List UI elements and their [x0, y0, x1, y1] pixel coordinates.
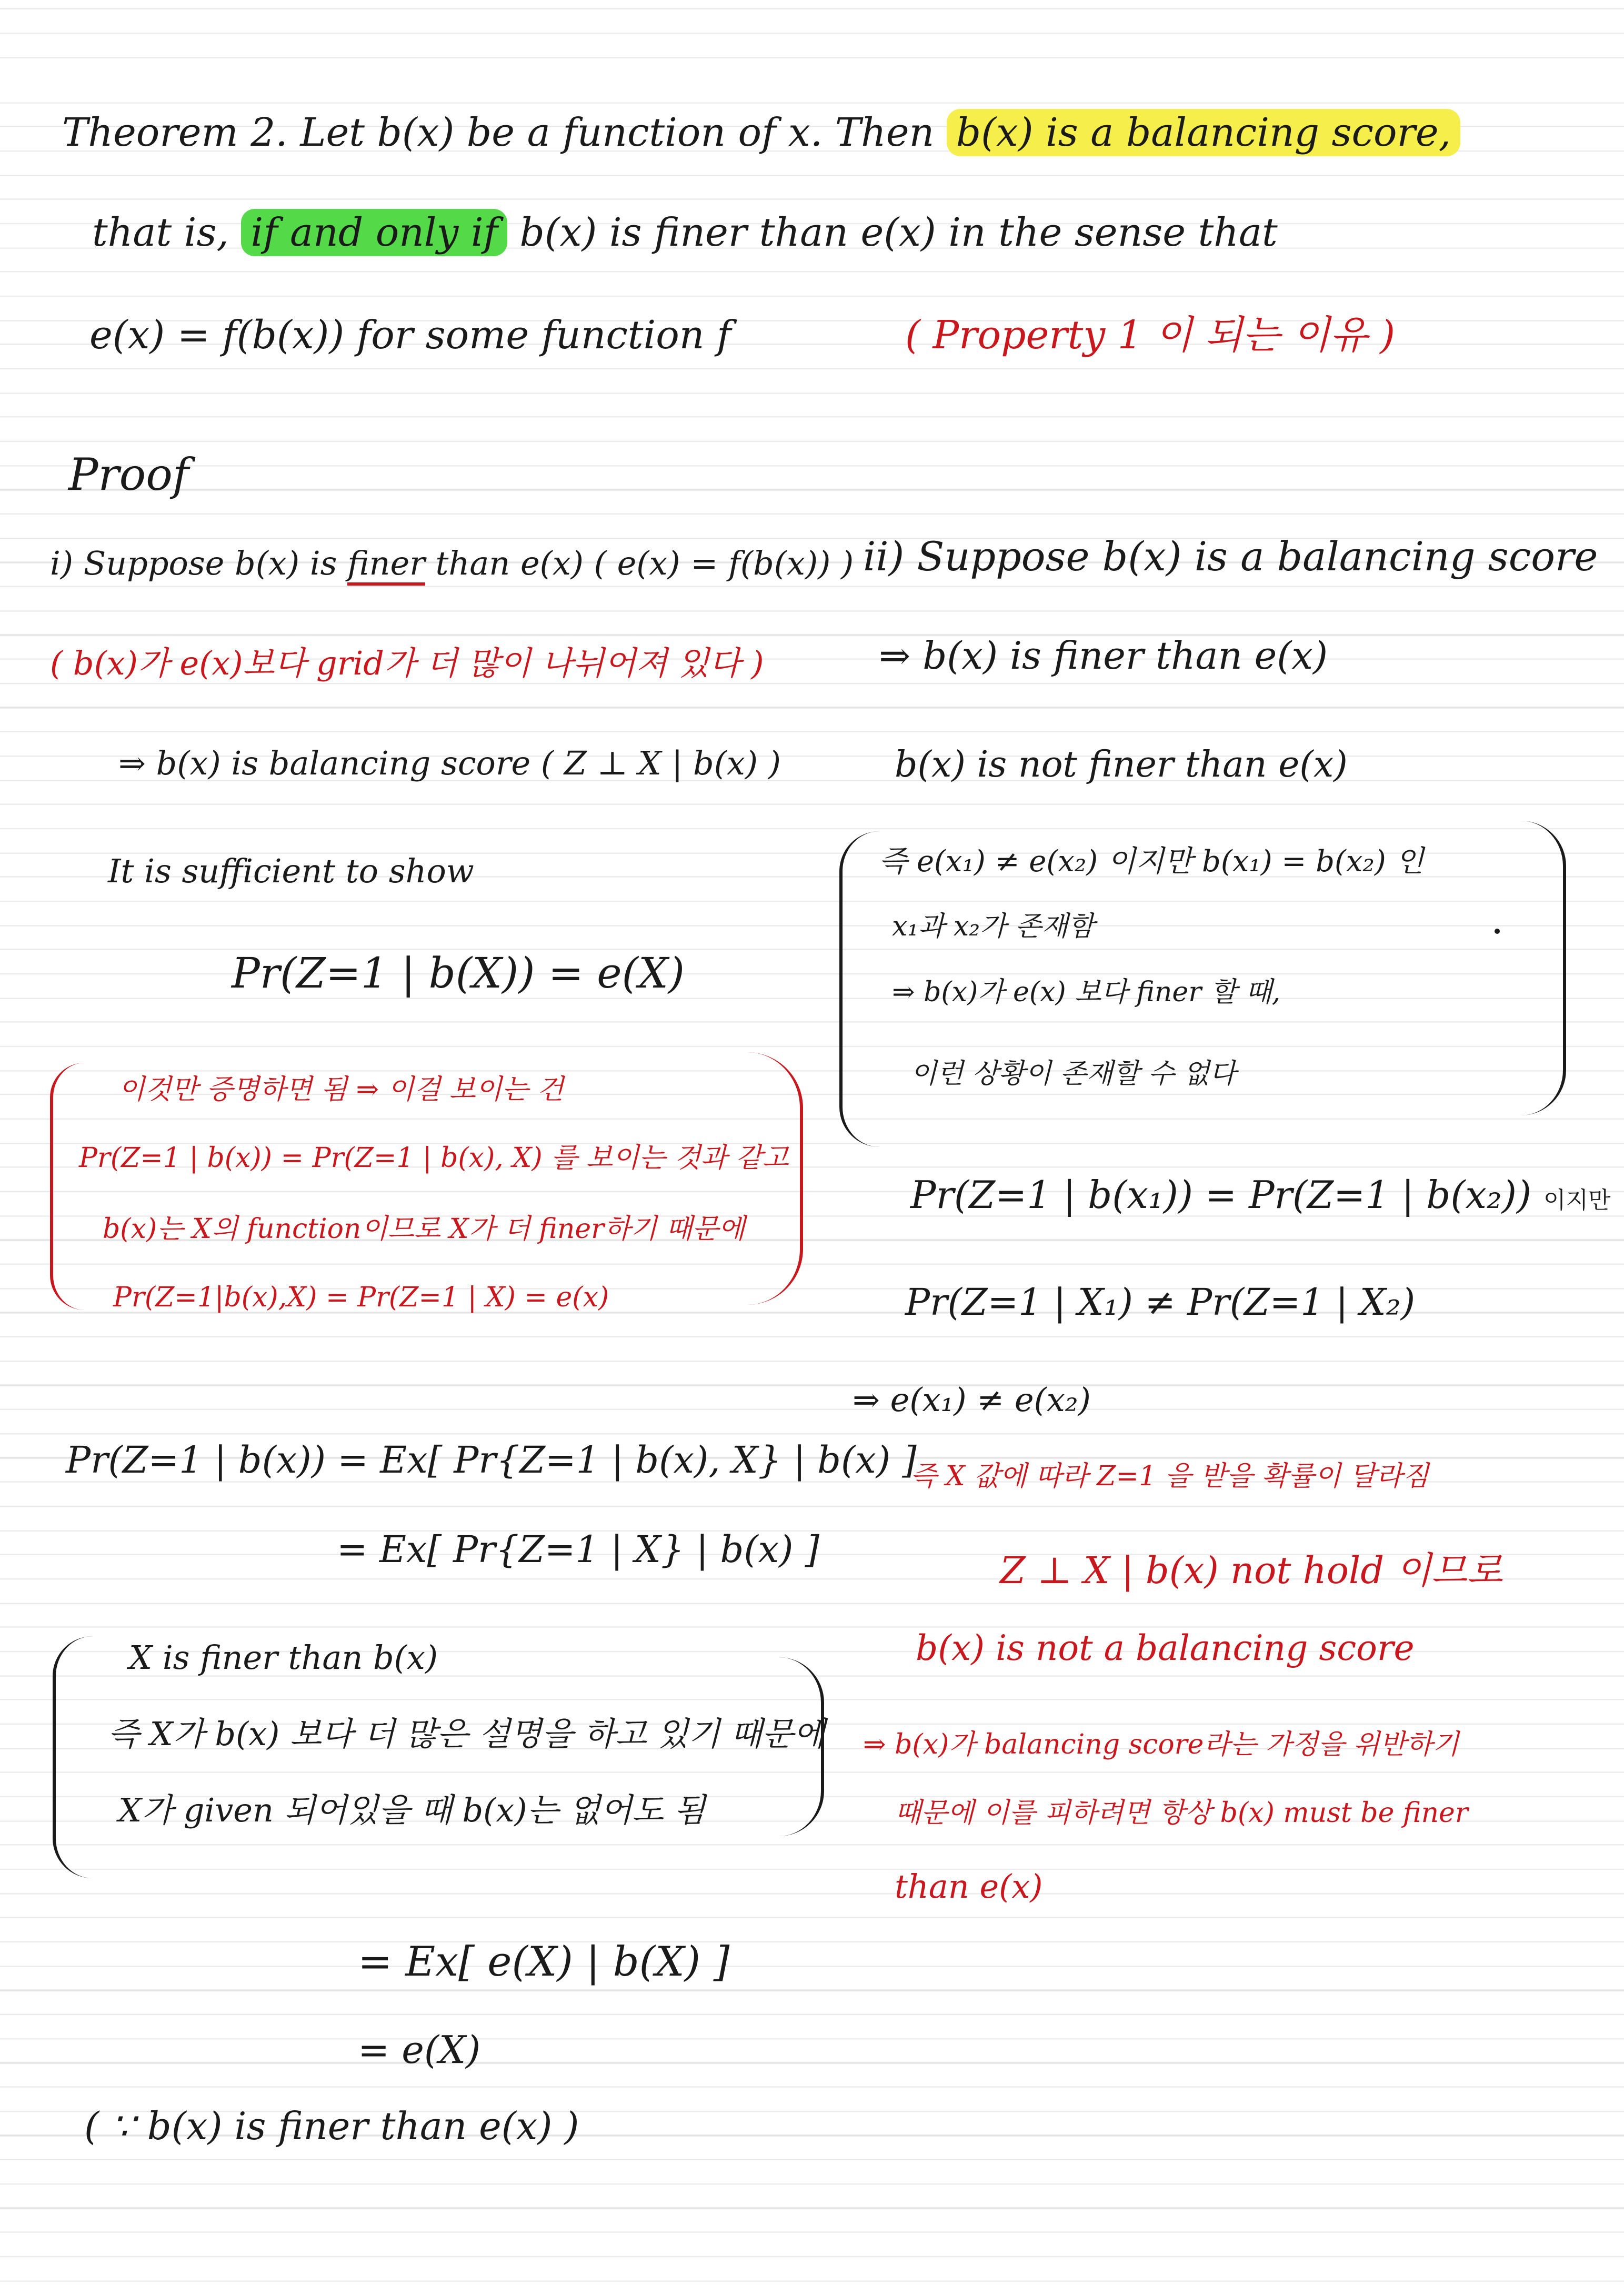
theorem-line-3 — [89, 313, 731, 358]
red-bracket-left — [50, 1063, 85, 1310]
equation-expectation-2: = Ex[ Pr{Z=1 | X} | b(x) ] — [337, 1528, 819, 1571]
theorem-text: e(x) = f(b(x)) for some function f — [89, 313, 731, 358]
right-equation-1 — [910, 1173, 1611, 1217]
right-bracket-3: ⇒ b(x)가 e(x) 보다 finer 할 때, — [892, 976, 1281, 1008]
left-line-3: ⇒ b(x) is balancing score ( Z ⊥ X | b(x) ) — [118, 744, 781, 782]
right-equation-suffix: 이지만 — [1543, 1187, 1611, 1214]
right-bracket-4: 이런 상황이 존재할 수 없다 — [910, 1058, 1236, 1090]
right-bracket-2: x₁과 x₂가 존재함 — [892, 911, 1095, 942]
stray-dot — [1495, 929, 1500, 934]
right-red-5: 때문에 이를 피하려면 항상 b(x) must be finer — [895, 1797, 1468, 1829]
left-equation-goal: Pr(Z=1 | b(X)) = e(X) — [232, 949, 685, 998]
highlight-green: if and only if — [241, 209, 507, 256]
right-bracket-1: 즉 e(x₁) ≠ e(x₂) 이지만 b(x₁) = b(x₂) 인 — [879, 844, 1424, 879]
equation-expectation-1: Pr(Z=1 | b(x)) = Ex[ Pr{Z=1 | b(x), X} | b(x) ] — [66, 1438, 917, 1482]
black-paren-right-right-col — [1521, 821, 1566, 1115]
theorem-text: b(x) is finer than e(x) in the sense that — [507, 210, 1278, 255]
left-text: i) Suppose b(x) is — [50, 544, 348, 582]
right-line-3: b(x) is not finer than e(x) — [895, 744, 1348, 786]
red-note-1: 이것만 증명하면 됨 ⇒ 이걸 보이는 건 — [118, 1074, 564, 1105]
right-red-3: b(x) is not a balancing score — [916, 1628, 1415, 1668]
equation-because: ( ∵ b(x) is finer than e(x) ) — [84, 2104, 579, 2148]
paren-line-2: 즉 X가 b(x) 보다 더 많은 설명을 하고 있기 때문에 — [108, 1715, 825, 1753]
red-note-3: b(x)는 X의 function이므로 X가 더 finer하기 때문에 — [103, 1213, 745, 1245]
theorem-text: that is, — [92, 210, 242, 255]
right-equation-text: Pr(Z=1 | b(x₁)) = Pr(Z=1 | b(x₂)) — [910, 1173, 1532, 1217]
red-note-2: Pr(Z=1 | b(x)) = Pr(Z=1 | b(x), X) 를 보이는 것과 같고 — [79, 1142, 789, 1174]
underlined-word: finer — [347, 544, 425, 586]
theorem-line-2 — [92, 210, 1278, 255]
proof-label: Proof — [68, 449, 189, 500]
theorem-text: Theorem 2. Let b(x) be a function of x. Then — [62, 110, 947, 155]
left-note-grid: ( b(x)가 e(x)보다 grid가 더 많이 나뉘어져 있다 ) — [50, 644, 764, 682]
theorem-line-1 — [62, 110, 1460, 155]
right-red-4: ⇒ b(x)가 balancing score라는 가정을 위반하기 — [863, 1729, 1459, 1760]
right-line-1: ii) Suppose b(x) is a balancing score — [863, 533, 1598, 580]
right-red-2: Z ⊥ X | b(x) not hold 이므로 — [1000, 1549, 1503, 1592]
theorem-note: ( Property 1 이 되는 이유 ) — [905, 313, 1396, 358]
right-red-1: 즉 X 값에 따라 Z=1 을 받을 확률이 달라짐 — [910, 1461, 1429, 1492]
left-line-4: It is sufficient to show — [108, 852, 474, 890]
red-note-4: Pr(Z=1|b(x),X) = Pr(Z=1 | X) = e(x) — [113, 1282, 609, 1313]
paren-line-1: X is finer than b(x) — [129, 1638, 438, 1677]
right-line-2: ⇒ b(x) is finer than e(x) — [879, 633, 1328, 678]
equation-expectation-4: = e(X) — [358, 2028, 481, 2072]
black-paren-left — [53, 1636, 93, 1878]
highlight-yellow: b(x) is a balancing score, — [947, 109, 1460, 156]
right-equation-3: ⇒ e(x₁) ≠ e(x₂) — [853, 1381, 1091, 1419]
left-text: than e(x) ( e(x) = f(b(x)) ) — [425, 544, 854, 582]
right-red-6: than e(x) — [895, 1867, 1043, 1906]
right-equation-2: Pr(Z=1 | X₁) ≠ Pr(Z=1 | X₂) — [905, 1281, 1416, 1324]
equation-expectation-3: = Ex[ e(X) | b(X) ] — [358, 1938, 730, 1986]
red-bracket-right — [747, 1052, 803, 1305]
left-line-1 — [50, 544, 854, 582]
paren-line-3: X가 given 되어있을 때 b(x)는 없어도 됨 — [118, 1791, 706, 1829]
black-paren-left-right-col — [839, 831, 879, 1147]
